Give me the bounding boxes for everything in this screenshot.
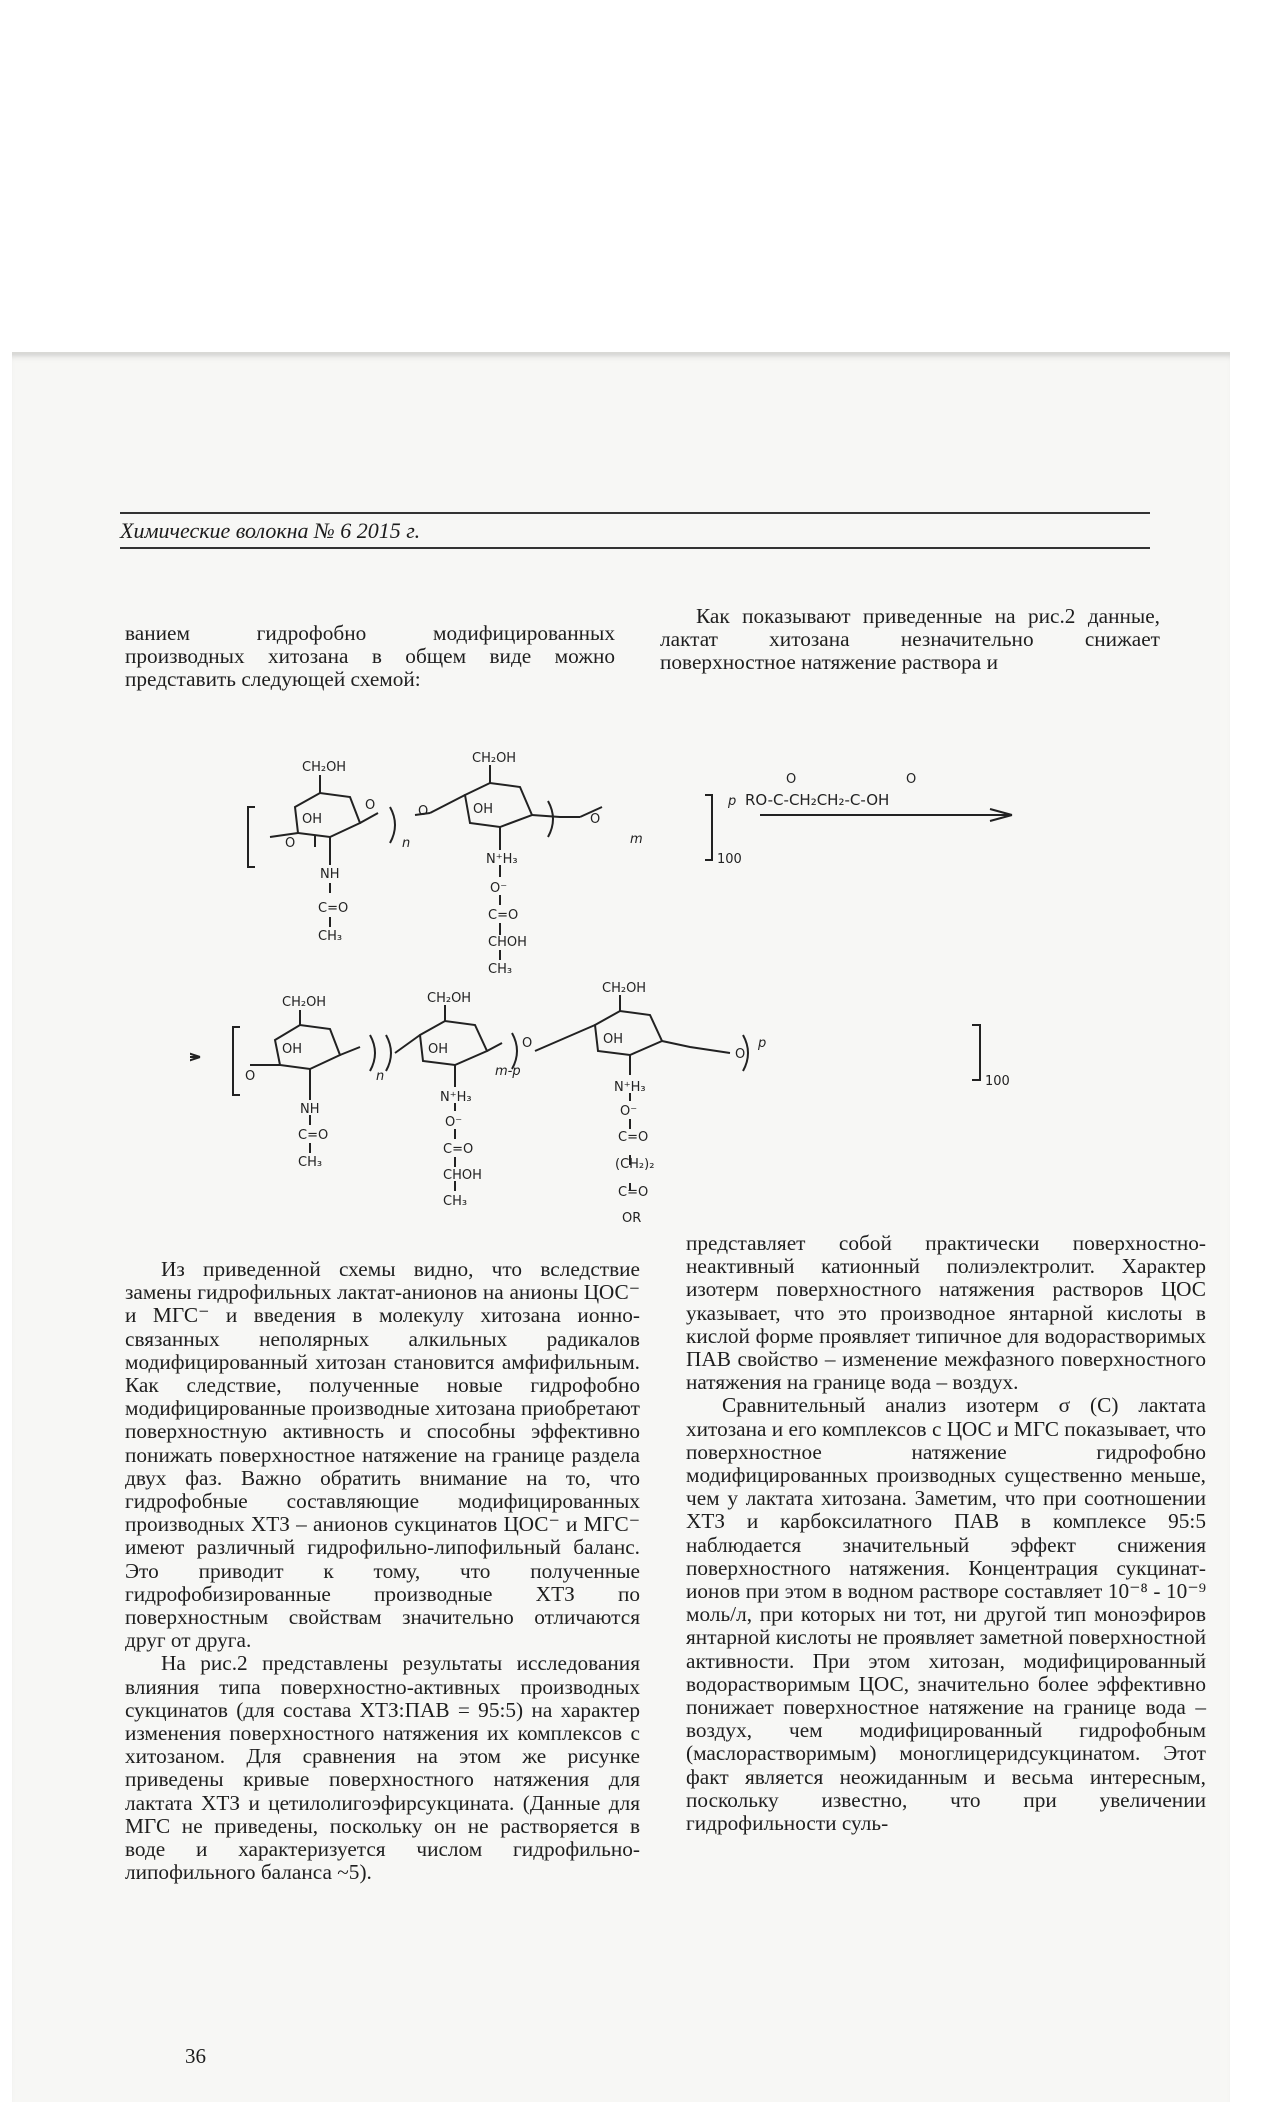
running-title: Химические волокна № 6 2015 г. [120, 518, 421, 543]
label-c-o: C=O [488, 908, 519, 923]
paragraph: ванием гидрофобно модифицированных производных хитозана в общем виде можно представить следующей схемой: [125, 621, 615, 692]
column-left-bottom [125, 1258, 640, 1884]
label-c-o: C=O [298, 1128, 329, 1143]
label-o-minus: O⁻ [445, 1115, 463, 1130]
label-o: O [285, 836, 296, 851]
label-oh: OH [603, 1032, 624, 1047]
column-right-top [660, 605, 1160, 675]
scan-right-margin [1230, 352, 1275, 2100]
label-oh: OH [282, 1042, 303, 1057]
label-c-o: C=O [443, 1142, 474, 1157]
label-nh: NH [300, 1102, 320, 1117]
label-m: m [630, 832, 643, 847]
paragraph: Из приведенной схемы видно, что вследствие замены гидрофильных лактат-анионов на анионы ЦОС⁻ и МГС⁻ и введения в молекулу хитозана ионно-связанных неполярных алкильных радикалов модифицированный хитозан становится амфифильным. Как следствие, полученные новые гидрофобно модифицированные производные хитозана приобретают поверхностную активность и способны эффективно понижать поверхностное натяжение на границе раздела двух фаз. Важно обратить внимание на то, что гидрофобные составляющие модифицированных производных ХТЗ – анионов сукцинатов ЦОС⁻ и МГС⁻ имеют различный гидрофильно-липофильный баланс. Это приводит к тому, что полученные гидрофобизированные производные ХТЗ по поверхностным свойствам значительно отличаются друг от друга. [125, 1257, 640, 1653]
reaction-scheme [190, 735, 1040, 1225]
column-left-top [125, 622, 615, 692]
label-choh: CHOH [443, 1168, 482, 1183]
label-ch3: CH₃ [443, 1194, 468, 1209]
label-o-minus: O⁻ [490, 881, 508, 896]
header-rule-bottom [120, 547, 1150, 549]
label-o: O [418, 804, 429, 819]
paragraph: Сравнительный анализ изотерм σ (C) лактата хитозана и его комплексов с ЦОС и МГС показывает, что поверхностное натяжение гидрофобно модифицированных производных существенно меньше, чем у лактата хитозана. Заметим, что при соотношении ХТЗ и карбоксилатного ПАВ в комплексе 95:5 наблюдается значительный эффект снижения поверхностного натяжения. Концентрация сукцинат-ионов при этом в водном растворе составляет 10⁻⁸ - 10⁻⁹ моль/л, при которых ни тот, ни другой тип моноэфиров янтарной кислоты не проявляет заметной поверхностной активности. При этом хитозан, модифицированный водорастворимым ЦОС, значительно более эффективно понижает поверхностное натяжение на границе вода – воздух, чем модифицированный гидрофобным (маслорастворимым) моноглицеридсукцинатом. Этот факт является неожиданным и весьма интересным, поскольку известно, что при увеличении гидрофильности суль- [686, 1393, 1206, 1836]
label-m-p: m-p [495, 1064, 521, 1079]
label-oh: OH [428, 1042, 449, 1057]
label-o-minus: O⁻ [620, 1104, 638, 1119]
label-reagent-o: O [786, 772, 797, 787]
label-ch2-2: (CH₂)₂ [615, 1157, 655, 1172]
label-ch2oh: CH₂OH [282, 995, 327, 1010]
label-nh3: N⁺H₃ [614, 1080, 646, 1095]
label-subscript-100: 100 [985, 1074, 1010, 1089]
label-reagent-o: O [906, 772, 917, 787]
label-o: O [590, 812, 601, 827]
scan-blank-area [0, 0, 1275, 350]
label-o: O [245, 1069, 256, 1084]
label-ch3: CH₃ [298, 1155, 323, 1170]
label-ch3: CH₃ [318, 929, 343, 944]
label-p: p [758, 1036, 767, 1051]
label-o: O [365, 798, 376, 813]
label-ch2oh: CH₂OH [472, 751, 517, 766]
header-rule-top [120, 512, 1150, 514]
label-n: n [402, 836, 411, 851]
label-c-o: C=O [618, 1185, 649, 1200]
label-c-o: C=O [318, 901, 349, 916]
label-nh: NH [320, 867, 340, 882]
paragraph: представляет собой практически поверхностно-неактивный катионный полиэлектролит. Характер изотерм поверхностного натяжения растворов ЦОС указывает, что это производное янтарной кислоты в кислой форме проявляет типичное для водорастворимых ПАВ свойство – изменение межфазного поверхностного натяжения на границе вода – воздух. [686, 1231, 1206, 1395]
page-number: 36 [185, 2044, 206, 2068]
column-right-bottom [686, 1232, 1206, 1835]
label-subscript-100: 100 [717, 852, 742, 867]
label-ch3: CH₃ [488, 962, 513, 977]
label-ch2oh: CH₂OH [427, 991, 472, 1006]
label-nh3: N⁺H₃ [486, 852, 518, 867]
label-nh3: N⁺H₃ [440, 1090, 472, 1105]
label-reagent-p: p [728, 794, 737, 809]
paragraph: Как показывают приведенные на рис.2 данные, лактат хитозана незначительно снижает поверхностное натяжение раствора и [660, 604, 1160, 675]
label-o: O [735, 1047, 746, 1062]
label-ch2oh: CH₂OH [302, 760, 347, 775]
paragraph: На рис.2 представлены результаты исследования влияния типа поверхностно-активных производных сукцинатов (для состава ХТЗ:ПАВ = 95:5) на характер изменения поверхностного натяжения их комплексов с хитозаном. Для сравнения на этом же рисунке приведены кривые поверхностного натяжения для лактата ХТЗ и цетилолигоэфирсукцината. (Данные для МГС не приведены, поскольку он не растворяется в воде и характеризуется числом гидрофильно-липофильного баланса ~5). [125, 1651, 640, 1885]
label-o: O [522, 1036, 533, 1051]
label-ch2oh: CH₂OH [602, 981, 647, 996]
label-or: OR [622, 1211, 642, 1225]
label-choh: CHOH [488, 935, 527, 950]
label-oh: OH [473, 802, 494, 817]
label-n: n [376, 1069, 385, 1084]
label-c-o: C=O [618, 1130, 649, 1145]
label-reagent: RO-C-CH₂CH₂-C-OH [745, 791, 890, 809]
label-oh: OH [302, 812, 323, 827]
